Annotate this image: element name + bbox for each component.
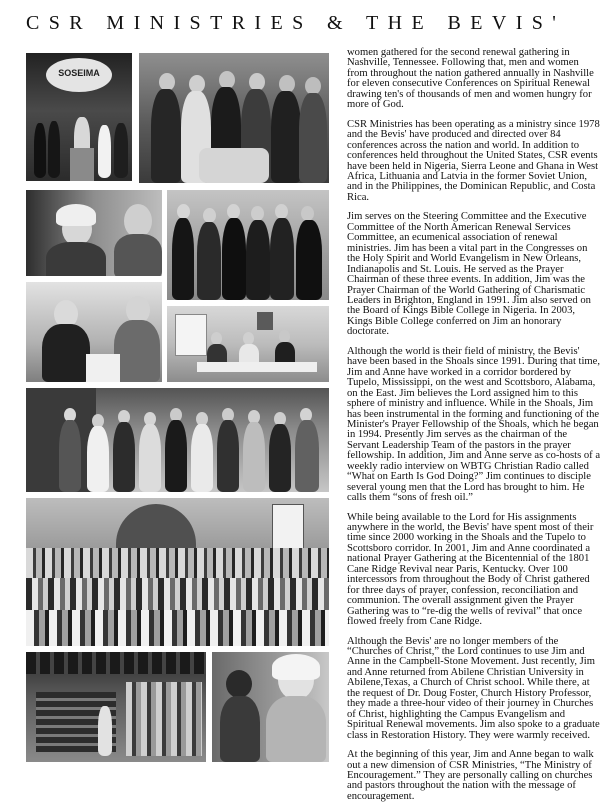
article-paragraph: Although the world is their field of ministry, the Bevis' have been based in the Shoals since 1991. During that time, Jim and Anne have worked in a corridor bordered by Tupelo, Mississippi, on the west and Scottsboro, Alabama, on the East. Jim believes the Lord assigned him to this sphere of ministry and influence. While in the Shoals, Jim has been instrumental in the forming and functioning of the Minister's Prayer Fellowship of the Shoals, which he began in 1994. Presently Jim serves as the chairman of the Servant Leadership Team of the pastors in the prayer fellowship. In addition, Jim and Anne serve as co-hosts of a weekly radio interview on WBTG Christian Radio called “What on Earth Is God Doing?” Jim continues to disciple several young men that the Lord has brought to him. He calls them “sons of fresh oil.” xyxy=(347,345,601,504)
photo-two-men-seated xyxy=(26,282,162,382)
article-paragraph: CSR Ministries has been operating as a ministry since 1978 and the Bevis' have produced and directed over 84 conferences across the nation and world. In addition to conferences held throughout the United States, CSR events have been held in Nigeria, Sierra Leone and Ghana in West Africa, Lithuania and Latvia in the former Soviet Union, and in the Philippines, the Dominican Republic, and Costa Rica. xyxy=(347,118,600,203)
photo-child-and-woman xyxy=(212,652,329,762)
photo-men-in-suits-group xyxy=(167,190,329,300)
photo-group-of-men xyxy=(139,53,329,183)
article-column xyxy=(347,48,602,811)
photo-conference-stage xyxy=(26,53,132,181)
photo-group-outdoors xyxy=(26,388,329,492)
article-paragraph: At the beginning of this year, Jim and Anne began to walk out a new dimension of CSR Ministries, “The Ministry of Encouragement.” They are personally calling on churches and pastors throughout the nation with the message of encouragement. xyxy=(347,749,594,802)
article-paragraph: Although the Bevis' are no longer members of the “Churches of Christ,” the Lord continues to use Jim and Anne in the Campbell-Stone Movement. Just recently, Jim and Anne returned from Abilene Christian University in Abilene,Texas, a Church of Christ school. While there, at the request of Dr. Doug Foster, Church History Professor, they made a three-hour video of their journey in Churches of Christ, highlighting the Campus Evangelism and Spiritual Renewal movements. Jim also spoke to a graduate class in Restoration History. They were warmly received. xyxy=(347,635,600,741)
photo-large-group-church-steps xyxy=(26,498,329,646)
article-paragraph: While being available to the Lord for His assignments anywhere in the world, the Bevis' have spent most of their time since 2000 working in the Shoals and the Tupelo to Scottsboro corridor. In 2001, Jim and Anne coordinated a national Prayer Gathering at the Bicentennial of the 1801 Cane Ridge Revival near Paris, Kentucky. Over 100 intercessors from throughout the Body of Christ gathered for three days of prayer, confession, reconciliation and communion. The overall assignment given the Prayer Gathering was to “re-dig the wells of revival” that once flowed freely from Cane Ridge. xyxy=(347,511,594,628)
conference-sign-text: SOSEIMA xyxy=(58,68,100,78)
page-header-title: CSR MINISTRIES & THE BEVIS' xyxy=(26,12,566,34)
photo-meeting-table xyxy=(167,306,329,382)
article-paragraph: Jim serves on the Steering Committee and the Executive Committee of the North American Renewal Services Committee, an ecumenical association of renewal ministries. Jim has been a vital part in the Congresses on the Holy Spirit and World Evangelism in New Orleans, Indianapolis and St. Louis. He served as the Prayer Chairman of these three events. In addition, Jim was the Prayer Chairman of the World Gathering of Charismatic Leaders in Brighton, England in 1991. Jim also served on the Board of Kings Bible College in Nigeria. In 2003, Kings Bible College conferred on Jim an honorary doctorate. xyxy=(347,211,591,338)
photo-audience-hall xyxy=(26,652,206,762)
photo-woman-and-man-smiling xyxy=(26,190,162,276)
article-paragraph: women gathered for the second renewal gathering in Nashville, Tennessee. Following that, men and women from throughout the nation gathered annually in Nashville for eleven consecutive Conferences on Spiritual Renewal drawing ten's of thousands of men and women hungry for more of God. xyxy=(347,47,594,111)
